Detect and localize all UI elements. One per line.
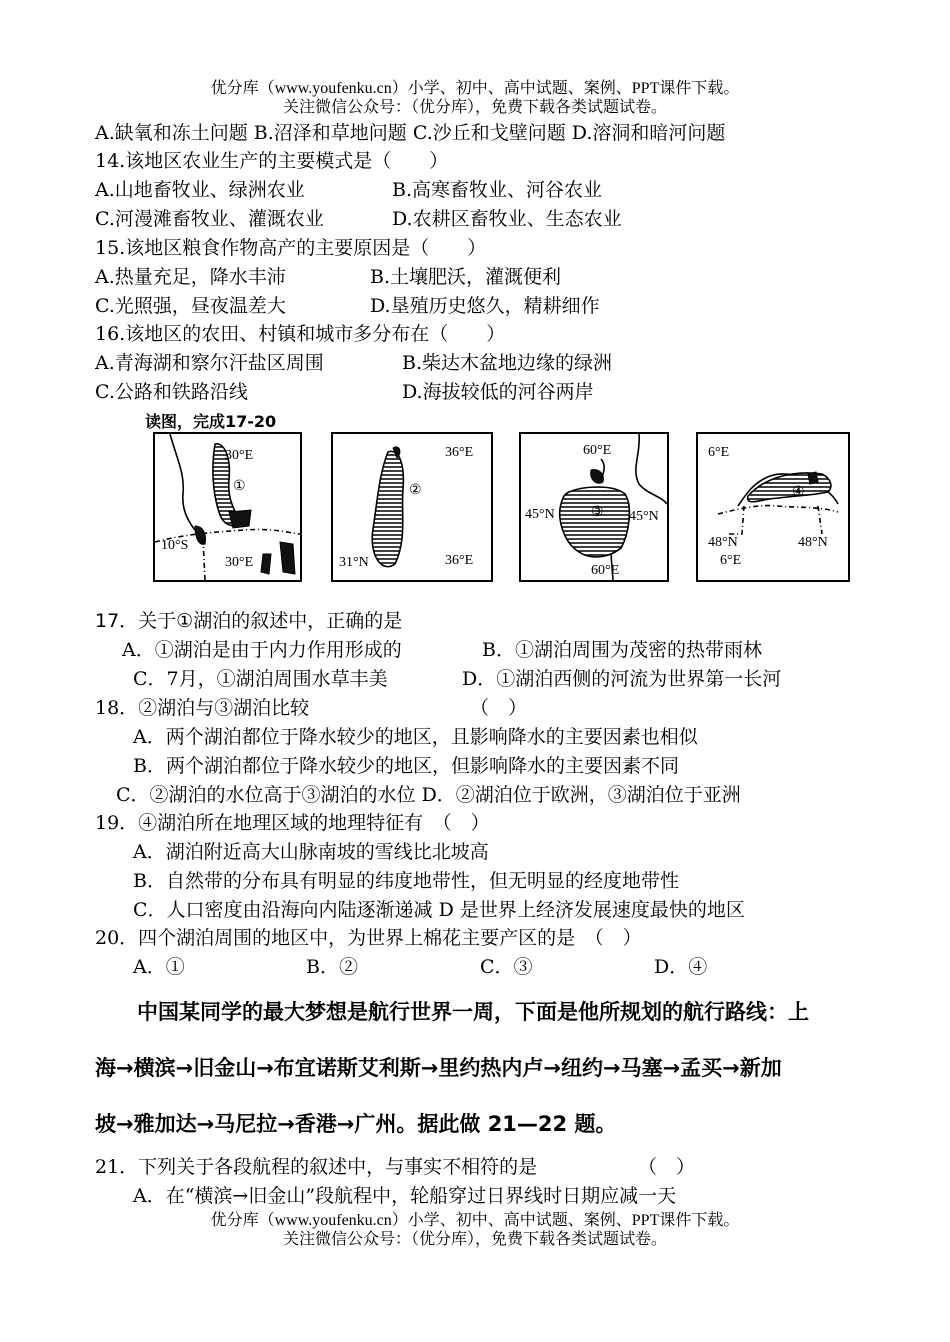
header-line-1: 优分库（www.youfenku.cn）小学、初中、高中试题、案例、PPT课件下载。 bbox=[210, 80, 740, 97]
q15-option-b: B.土壤肥沃，灌溉便利 bbox=[370, 266, 562, 288]
q20-option-a: A．① bbox=[133, 956, 185, 978]
footer-line-1: 优分库（www.youfenku.cn）小学、初中、高中试题、案例、PPT课件下载。 bbox=[210, 1212, 740, 1229]
q18-option-b: B．两个湖泊都位于降水较少的地区，但影响降水的主要因素不同 bbox=[133, 755, 679, 777]
q19-stem: 19．④湖泊所在地理区域的地理特征有 （ ） bbox=[95, 812, 490, 834]
q18-option-a: A．两个湖泊都位于降水较少的地区，且影响降水的主要因素也相似 bbox=[133, 726, 698, 748]
q14-option-b: B.高寒畜牧业、河谷农业 bbox=[392, 179, 603, 201]
passage-line-1: 中国某同学的最大梦想是航行世界一周，下面是他所规划的航行路线：上 bbox=[137, 1000, 809, 1024]
map-2-svg bbox=[333, 434, 491, 580]
map-3-label-top: 60°E bbox=[583, 443, 612, 458]
q19-option-cd: C．人口密度由沿海向内陆逐渐递减 D 是世界上经济发展速度最快的地区 bbox=[133, 899, 745, 921]
map-4-number: ④ bbox=[792, 485, 805, 500]
header-line-2: 关注微信公众号：（优分库），免费下载各类试题试卷。 bbox=[282, 99, 667, 116]
q17-option-c: C．7月，①湖泊周围水草丰美 bbox=[133, 668, 388, 690]
map-2-label-left: 31°N bbox=[339, 555, 369, 570]
map-1-label-top: 30°E bbox=[225, 448, 254, 463]
q16-stem: 16.该地区的农田、村镇和城市多分布在（ ） bbox=[95, 323, 506, 345]
map-2-number: ② bbox=[409, 483, 422, 498]
passage-line-2: 海→横滨→旧金山→布宜诺斯艾利斯→里约热内卢→纽约→马塞→孟买→新加 bbox=[95, 1056, 782, 1080]
q15-option-d: D.垦殖历史悠久，精耕细作 bbox=[370, 295, 600, 317]
q13-options: A.缺氧和冻土问题 B.沼泽和草地问题 C.沙丘和戈壁问题 D.溶洞和暗河问题 bbox=[95, 122, 726, 144]
map-3-label-left: 45°N bbox=[525, 507, 555, 522]
map-lake-3 bbox=[519, 432, 669, 582]
q21-stem: 21．下列关于各段航程的叙述中，与事实不相符的是 bbox=[95, 1156, 538, 1178]
q21-answer-paren: （ ） bbox=[638, 1156, 696, 1178]
q18-option-cd: C．②湖泊的水位高于③湖泊的水位 D．②湖泊位于欧洲，③湖泊位于亚洲 bbox=[116, 784, 741, 806]
q14-option-c: C.河漫滩畜牧业、灌溉农业 bbox=[95, 208, 324, 230]
q18-answer-paren: （ ） bbox=[470, 697, 528, 719]
map-3-label-right: 45°N bbox=[629, 509, 659, 524]
map-3-label-bottom: 60°E bbox=[591, 563, 620, 578]
map-4-label-bottom: 6°E bbox=[720, 553, 742, 568]
q20-stem: 20．四个湖泊周围的地区中，为世界上棉花主要产区的是 （ ） bbox=[95, 927, 642, 949]
map-2-label-top: 36°E bbox=[445, 445, 474, 460]
q20-option-b: B．② bbox=[306, 956, 358, 978]
q14-option-a: A.山地畜牧业、绿洲农业 bbox=[95, 179, 305, 201]
q16-option-a: A.青海湖和察尔汗盐区周围 bbox=[95, 352, 324, 374]
q16-option-b: B.柴达木盆地边缘的绿洲 bbox=[402, 352, 613, 374]
map-1-label-left: 10°S bbox=[161, 538, 189, 553]
map-1-label-bottom: 30°E bbox=[225, 555, 254, 570]
map-lake-4 bbox=[696, 432, 850, 582]
q21-option-a: A．在“横滨→旧金山”段航程中，轮船穿过日界线时日期应减一天 bbox=[133, 1185, 677, 1207]
map-2-label-bottom: 36°E bbox=[445, 553, 474, 568]
map-3-number: ③ bbox=[591, 505, 604, 520]
q16-option-d: D.海拔较低的河谷两岸 bbox=[402, 381, 594, 403]
q19-option-a: A．湖泊附近高大山脉南坡的雪线比北坡高 bbox=[133, 841, 489, 863]
map-4-label-right: 48°N bbox=[798, 535, 828, 550]
footer-line-2: 关注微信公众号：（优分库），免费下载各类试题试卷。 bbox=[282, 1231, 667, 1248]
q17-stem: 17．关于①湖泊的叙述中，正确的是 bbox=[95, 610, 403, 632]
q15-option-c: C.光照强，昼夜温差大 bbox=[95, 295, 286, 317]
map-4-label-top: 6°E bbox=[708, 445, 730, 460]
q19-option-b: B．自然带的分布具有明显的纬度地带性，但无明显的经度地带性 bbox=[133, 870, 679, 892]
q16-option-c: C.公路和铁路沿线 bbox=[95, 381, 248, 403]
q14-stem: 14.该地区农业生产的主要模式是（ ） bbox=[95, 150, 449, 172]
map-1-svg bbox=[155, 434, 300, 580]
q14-option-d: D.农耕区畜牧业、生态农业 bbox=[392, 208, 622, 230]
map-1-number: ① bbox=[233, 479, 246, 494]
passage-line-3: 坡→雅加达→马尼拉→香港→广州。据此做 21—22 题。 bbox=[95, 1112, 617, 1136]
q17-option-b: B．①湖泊周围为茂密的热带雨林 bbox=[482, 639, 762, 661]
map-3-svg bbox=[521, 434, 667, 580]
map-4-svg bbox=[698, 434, 848, 580]
q17-option-a: A．①湖泊是由于内力作用形成的 bbox=[122, 639, 402, 661]
map-lake-2 bbox=[331, 432, 493, 582]
map-lake-1 bbox=[153, 432, 302, 582]
q20-option-c: C．③ bbox=[480, 956, 533, 978]
q20-option-d: D．④ bbox=[654, 956, 708, 978]
figure-caption: 读图，完成17-20 bbox=[145, 412, 277, 431]
q15-option-a: A.热量充足，降水丰沛 bbox=[95, 266, 286, 288]
q18-stem: 18．②湖泊与③湖泊比较 bbox=[95, 697, 310, 719]
map-4-label-left: 48°N bbox=[708, 535, 738, 550]
q17-option-d: D．①湖泊西侧的河流为世界第一长河 bbox=[462, 668, 782, 690]
q15-stem: 15.该地区粮食作物高产的主要原因是（ ） bbox=[95, 237, 487, 259]
